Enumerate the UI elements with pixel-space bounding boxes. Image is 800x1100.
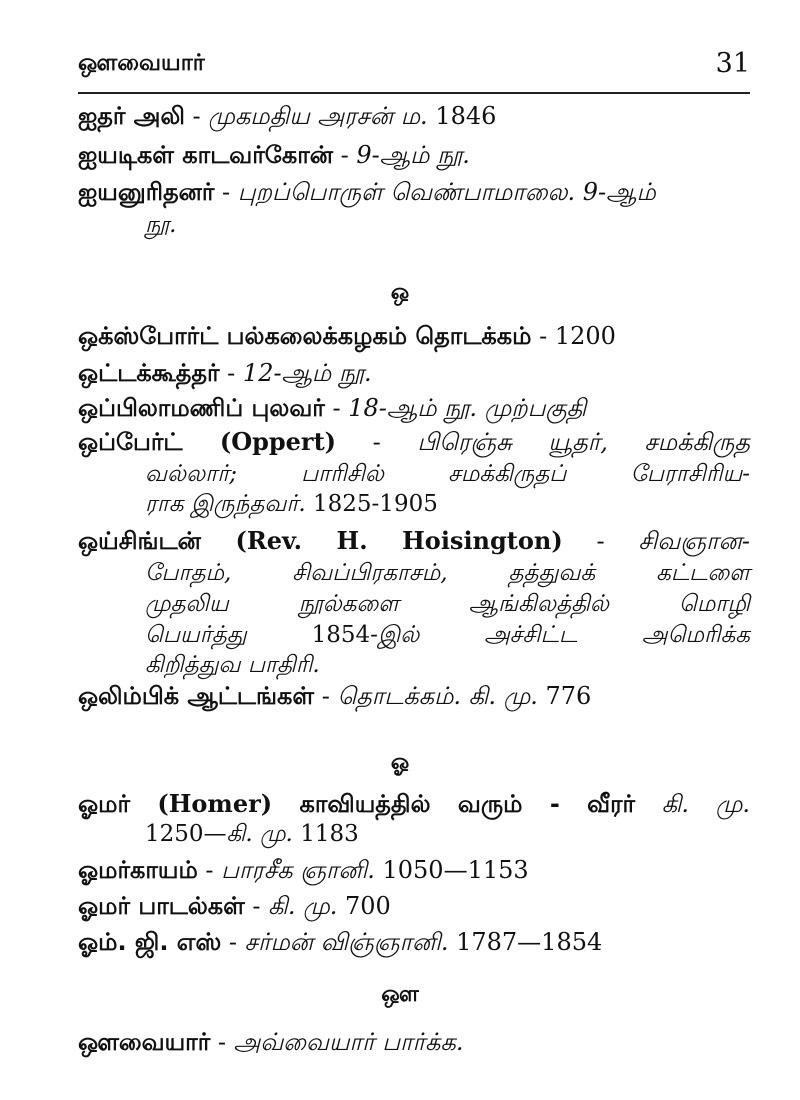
entry-olympic: ஒலிம்பிக் ஆட்டங்கள் - தொடக்கம். கி. மு. 776	[78, 682, 592, 710]
entry-oppilamani: ஒப்பிலாமணிப் புலவர் - 18-ஆம் நூ. முற்பகுதி	[78, 394, 587, 422]
entry-year: 700	[344, 892, 391, 920]
entry-year: 1200	[554, 322, 616, 350]
entry-desc: 18-ஆம் நூ. முற்பகுதி	[348, 394, 587, 422]
entry-head: ஓமர் பாடல்கள்	[78, 892, 245, 920]
entry-head: ஒய்சிங்டன்	[78, 527, 201, 555]
entry-avvaiyar: ஔவையார் - அவ்வையார் பார்க்க.	[78, 1028, 464, 1056]
entry-desc: புறப்பொருள் வெண்பாமாலை. 9-ஆம்	[237, 178, 656, 206]
section-heading-au: ஔ	[381, 982, 419, 1007]
entry-homer-songs: ஓமர் பாடல்கள் - கி. மு. 700	[78, 892, 391, 920]
entry-year: 1050—1153	[382, 856, 529, 884]
entry-aiyanaridhanar: ஐயனுரிதனர் - புறப்பொருள் வெண்பாமாலை. 9-ஆம்	[78, 178, 656, 206]
entry-homer: ஓமர் (Homer) காவியத்தில் வரும் - வீரர் கி. மு.	[78, 789, 751, 818]
entry-year: 1183	[300, 821, 359, 847]
entry-desc: அவ்வையார் பார்க்க.	[233, 1028, 464, 1056]
entry-continuation: 1250—கி. மு. 1183	[145, 821, 359, 847]
entry-continuation: கிறித்துவ பாதிரி.	[145, 652, 320, 678]
entry-head: ஓமர்	[78, 790, 130, 818]
entry-head: ஒப்பேர்ட்	[78, 428, 183, 456]
entry-oppert: ஒப்பேர்ட் (Oppert) - பிரெஞ்சு யூதர், சமக்கிருத	[78, 427, 750, 456]
entry-continuation: முதலிய நூல்களை ஆங்கிலத்தில் மொழி	[145, 591, 750, 617]
entry-year: 1787—1854	[456, 928, 603, 956]
entry-desc: கி. மு.	[268, 892, 345, 920]
entry-ottakkuthar: ஒட்டக்கூத்தர் - 12-ஆம் நூ.	[78, 359, 372, 387]
entry-latin-name: (Rev. H. Hoisington)	[200, 526, 563, 555]
entry-year: 776	[545, 682, 592, 710]
entry-oxford: ஒக்ஸ்போர்ட் பல்கலைக்கழகம் தொடக்கம் - 1200	[78, 322, 616, 350]
entry-latin-name: (Oppert)	[182, 427, 337, 456]
entry-head: ஓமர்காயம்	[78, 856, 198, 884]
page-number: 31	[715, 48, 750, 79]
entry-ohm: ஓம். ஜி. எஸ் - சர்மன் விஞ்ஞானி. 1787—1854	[78, 928, 603, 956]
entry-head: ஓம். ஜி. எஸ்	[78, 928, 222, 956]
entry-desc: தொடக்கம். கி. மு.	[337, 682, 546, 710]
section-heading-o-short: ஒ	[390, 280, 410, 305]
entry-desc: பாரசீக ஞானி.	[221, 856, 383, 884]
entry-continuation: பெயர்த்து 1854-இல் அச்சிட்ட அமெரிக்க	[145, 622, 750, 648]
section-heading-o-long: ஓ	[390, 750, 410, 775]
entry-continuation: ராக இருந்தவர். 1825-1905	[145, 491, 438, 517]
page-header	[78, 48, 750, 94]
entry-head: ஐதர் அலி	[78, 102, 185, 130]
entry-continuation: நூ.	[145, 212, 177, 238]
entry-head: ஒலிம்பிக் ஆட்டங்கள்	[78, 682, 315, 710]
entry-omar-khayyam: ஓமர்காயம் - பாரசீக ஞானி. 1050—1153	[78, 856, 529, 884]
entry-head: ஐயனுரிதனர்	[78, 178, 215, 206]
entry-desc: சர்மன் விஞ்ஞானி.	[244, 928, 457, 956]
entry-aiyadigal: ஐயடிகள் காடவர்கோன் - 9-ஆம் நூ.	[78, 141, 470, 169]
entry-continuation: போதம், சிவப்பிரகாசம், தத்துவக் கட்டளை	[145, 560, 750, 586]
running-title: ஔவையார்	[78, 50, 205, 76]
entry-desc: முகமதிய அரசன் ம.	[208, 102, 436, 130]
entry-head: ஔவையார்	[78, 1028, 211, 1056]
entry-year: 1250	[145, 821, 204, 847]
entry-head: ஐயடிகள் காடவர்கோன்	[78, 141, 334, 169]
entry-desc: 12-ஆம் நூ.	[242, 359, 372, 387]
entry-latin-name: (Homer)	[129, 789, 300, 818]
entry-desc: கி. மு.	[635, 790, 751, 818]
entry-year: 1854	[311, 622, 371, 648]
entry-head: ஒட்டக்கூத்தர்	[78, 359, 220, 387]
entry-year: 1846	[435, 102, 497, 130]
entry-continuation: வல்லார்; பாரிசில் சமக்கிருதப் பேராசிரிய-	[145, 461, 750, 487]
entry-head: ஒப்பிலாமணிப் புலவர்	[78, 394, 325, 422]
entry-desc: 9-ஆம் நூ.	[356, 141, 470, 169]
entry-year: 1825-1905	[313, 491, 438, 517]
entry-head: ஒக்ஸ்போர்ட் பல்கலைக்கழகம் தொடக்கம்	[78, 322, 532, 350]
entry-hoisington: ஒய்சிங்டன் (Rev. H. Hoisington) - சிவஞான-	[78, 526, 750, 555]
entry-haidar-ali: ஐதர் அலி - முகமதிய அரசன் ம. 1846	[78, 102, 497, 130]
entry-desc: பிரெஞ்சு யூதர், சமக்கிருத	[417, 428, 750, 456]
entry-desc: சிவஞான-	[638, 527, 750, 555]
